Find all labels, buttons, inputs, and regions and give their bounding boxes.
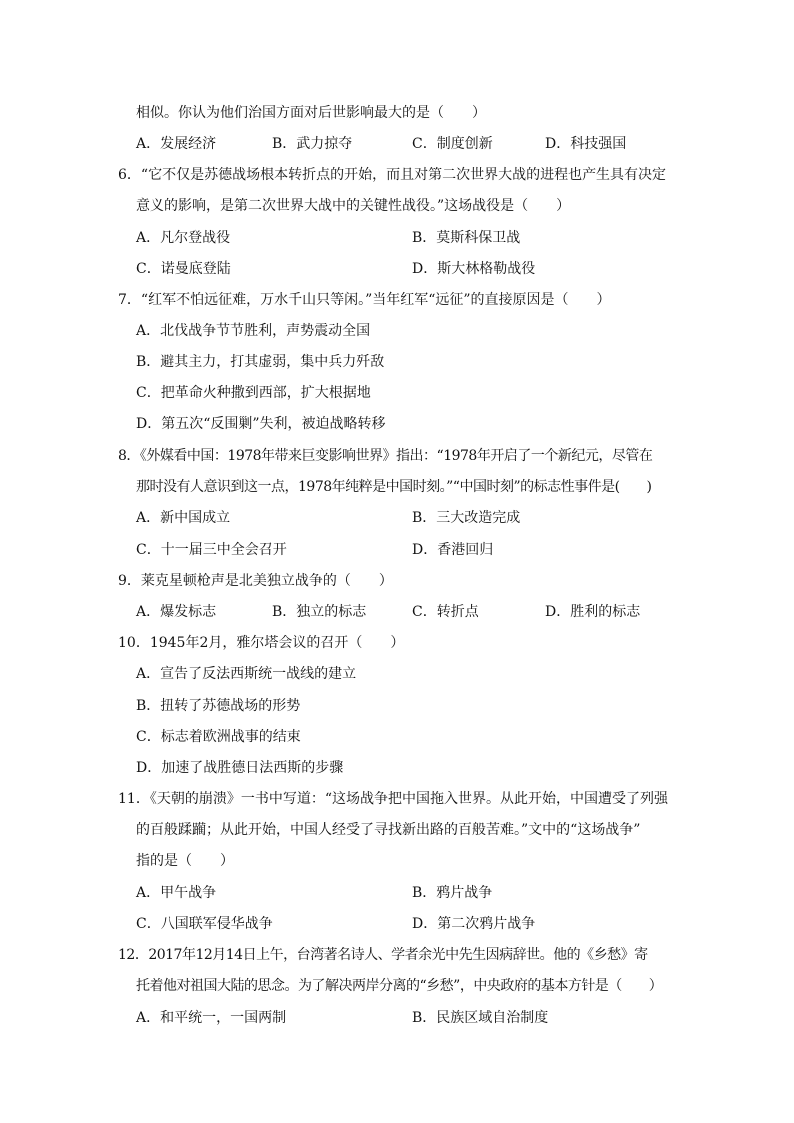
q8-option-b: B．三大改造完成: [412, 510, 521, 526]
q10-option-d: D．加速了战胜德日法西斯的步骤: [136, 760, 344, 776]
q11-option-a: A．甲午战争: [136, 885, 217, 901]
q10-stem: 10．1945年2月，雅尔塔会议的召开（ ）: [118, 635, 405, 651]
q7-option-a: A．北伐战争节节胜利，声势震动全国: [136, 323, 371, 339]
q5-stem-continued: 相似。你认为他们治国方面对后世影响最大的是（ ）: [136, 105, 486, 121]
q10-option-c: C．标志着欧洲战事的结束: [136, 729, 301, 745]
q8-stem-line1: 8．《外媒看中国：1978年带来巨变影响世界》指出：“1978年开启了一个新纪元，尽管在: [118, 448, 653, 464]
q11-option-c: C．八国联军侵华战争: [136, 916, 273, 932]
q5-option-c: C．制度创新: [412, 136, 493, 152]
q8-option-d: D．香港回归: [412, 542, 494, 558]
q5-option-a: A．发展经济: [136, 136, 217, 152]
q8-option-a: A．新中国成立: [136, 510, 231, 526]
q6-option-d: D．斯大林格勒战役: [412, 261, 536, 277]
q6-stem-line2: 意义的影响，是第二次世界大战中的关键性战役。”这场战役是（ ）: [136, 198, 571, 214]
q7-option-c: C．把革命火种撒到西部，扩大根据地: [136, 385, 371, 401]
q11-stem-line3: 指的是（ ）: [136, 853, 234, 869]
q10-option-b: B．扭转了苏德战场的形势: [136, 698, 301, 714]
q11-option-b: B．鸦片战争: [412, 885, 493, 901]
q6-option-b: B．莫斯科保卫战: [412, 230, 521, 246]
q7-option-d: D．第五次“反围剿”失利，被迫战略转移: [136, 416, 386, 432]
q12-option-a: A．和平统一，一国两制: [136, 1010, 287, 1026]
q11-stem-line2: 的百般蹂躏；从此开始，中国人经受了寻找新出路的百般苦难。”文中的“这场战争”: [136, 822, 641, 838]
q11-option-d: D．第二次鸦片战争: [412, 916, 536, 932]
q9-stem: 9．莱克星顿枪声是北美独立战争的（ ）: [118, 573, 393, 589]
q8-option-c: C．十一届三中全会召开: [136, 542, 287, 558]
q6-option-c: C．诺曼底登陆: [136, 261, 231, 277]
q6-option-a: A．凡尔登战役: [136, 230, 231, 246]
q9-option-d: D．胜利的标志: [545, 604, 641, 620]
q11-stem-line1: 11．《天朝的崩溃》一书中写道：“这场战争把中国拖入世界。从此开始，中国遭受了列强: [118, 791, 668, 807]
q7-stem: 7．“红军不怕远征难，万水千山只等闲。”当年红军“远征”的直接原因是（ ）: [118, 292, 611, 308]
q5-option-d: D．科技强国: [545, 136, 627, 152]
q10-option-a: A．宣告了反法西斯统一战线的建立: [136, 666, 357, 682]
q9-option-b: B．独立的标志: [272, 604, 367, 620]
q7-option-b: B．避其主力，打其虚弱，集中兵力歼敌: [136, 354, 385, 370]
q12-stem-line2: 托着他对祖国大陆的思念。为了解决两岸分离的“乡愁”，中央政府的基本方针是（ ）: [136, 978, 663, 994]
q12-stem-line1: 12．2017年12月14日上午，台湾著名诗人、学者余光中先生因病辞世。他的《乡愁》寄: [118, 947, 648, 963]
q9-option-c: C．转折点: [412, 604, 479, 620]
q9-option-a: A．爆发标志: [136, 604, 217, 620]
q5-option-b: B．武力掠夺: [272, 136, 353, 152]
q12-option-b: B．民族区域自治制度: [412, 1010, 549, 1026]
q8-stem-line2: 那时没有人意识到这一点，1978年纯粹是中国时刻。”“中国时刻”的标志性事件是( ): [136, 479, 652, 495]
q6-stem-line1: 6．“它不仅是苏德战场根本转折点的开始，而且对第二次世界大战的进程也产生具有决定: [118, 167, 667, 183]
